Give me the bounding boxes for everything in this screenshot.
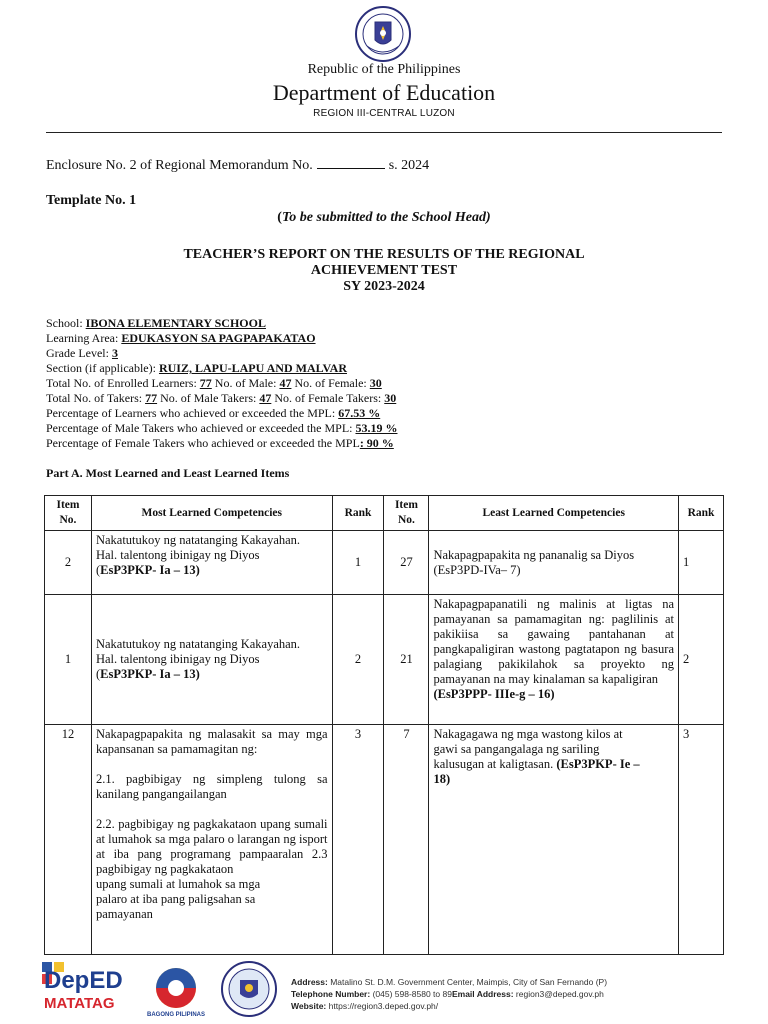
enrolled-value: 77 — [199, 376, 212, 390]
enrolled-row — [46, 376, 397, 391]
table-row — [45, 595, 724, 725]
bagong-pilipinas-text: BAGONG PILIPINAS — [146, 1012, 206, 1018]
learning-area-label: Learning Area: — [46, 331, 119, 345]
most-learned-cell — [91, 595, 332, 725]
department-title: Department of Education — [272, 80, 496, 105]
rank-cell: 3 — [332, 725, 384, 955]
mpl-row — [46, 406, 397, 421]
rank-cell-2: 2 — [679, 595, 724, 725]
least-learned-cell — [429, 595, 679, 725]
female-takers-label: No. of Female Takers: — [274, 391, 382, 405]
competency-subitem: 2.2. pagbibigay ng pagkakataon upang sumali at lumahok sa mga palaro o larangan ng isport at iba pang programang pampaaralan 2.3 pagbibigay ng pagkakataon — [95, 817, 328, 876]
mpl-male-value: 53.19 % — [355, 421, 398, 435]
header-rank: Rank — [332, 496, 384, 531]
footer-phone-line — [291, 988, 607, 1000]
deped-seal-icon — [355, 6, 411, 62]
least-learned-cell: Nakapagpapakita ng pananalig sa Diyos (EsP3PD-IVa– 7) — [429, 531, 679, 595]
section-label: Section (if applicable): — [46, 361, 156, 375]
item-no-cell: 12 — [45, 725, 92, 955]
code-paren: ( — [95, 667, 101, 681]
header-item-no: Item No. — [45, 496, 92, 531]
competency-text-line: gawi sa pangangalaga ng sariling — [433, 742, 600, 756]
competency-text: Nakatutukoy ng natatanging Kakayahan. — [95, 637, 301, 651]
competency-example: Hal. talentong ibinigay ng Diyos — [95, 548, 260, 562]
matatag-logo-text: MATATAG — [44, 995, 115, 1012]
email-label: Email Address: — [451, 989, 514, 999]
mpl-male-row — [46, 421, 397, 436]
enclosure-label: Enclosure No. 2 of Regional Memorandum No. — [46, 158, 313, 173]
competency-text-line — [433, 757, 674, 772]
website-label: Website: — [291, 1001, 327, 1011]
competency-code-line — [96, 563, 328, 578]
footer-address-line — [291, 976, 607, 988]
mpl-female-value: : 90 % — [359, 436, 394, 450]
header-divider — [46, 132, 722, 133]
competency-code: (EsP3PPP- IIIe-g – 16) — [433, 687, 555, 701]
phone-label: Telephone Number: — [291, 989, 371, 999]
learning-area-value: EDUKASYON SA PAGPAPAKATAO — [121, 331, 316, 345]
mpl-value: 67.53 % — [338, 406, 381, 420]
footer-website-line — [291, 1000, 607, 1012]
enclosure-year: s. 2024 — [388, 158, 430, 173]
grade-value: 3 — [111, 346, 118, 360]
competency-code: EsP3PKP- Ia – 13) — [100, 667, 200, 681]
rank-cell: 2 — [332, 595, 384, 725]
template-number: Template No. 1 — [46, 193, 137, 208]
competency-text: Nakatutukoy ng natatanging Kakayahan. — [95, 533, 301, 547]
item-no-cell: 2 — [45, 531, 92, 595]
male-takers-label: No. of Male Takers: — [160, 391, 257, 405]
republic-line: Republic of the Philippines — [307, 62, 461, 77]
item-no-cell-2: 7 — [384, 725, 429, 955]
takers-value: 77 — [145, 391, 158, 405]
competency-code-end: 18) — [433, 772, 451, 786]
rank-cell-2: 3 — [679, 725, 724, 955]
learning-area-row — [46, 331, 397, 346]
table-row — [45, 531, 724, 595]
section-value: RUIZ, LAPU-LAPU AND MALVAR — [158, 361, 347, 375]
rank-cell-2: 1 — [679, 531, 724, 595]
website-link[interactable]: https://region3.deped.gov.ph/ — [328, 1001, 439, 1011]
mpl-female-row — [46, 436, 397, 451]
enclosure-line — [46, 156, 429, 174]
competency-subitem-line: upang sumali at lumahok sa mga — [95, 877, 261, 891]
report-title-line3: SY 2023-2024 — [343, 279, 425, 294]
school-row — [46, 316, 397, 331]
competency-subitem-line: palaro at iba pang paligsahan sa — [95, 892, 256, 906]
female-takers-value: 30 — [384, 391, 397, 405]
region-line: REGION III-CENTRAL LUZON — [313, 108, 455, 119]
table-header-row — [45, 496, 724, 531]
competency-code-line — [96, 667, 328, 682]
male-label: No. of Male: — [214, 376, 277, 390]
code-paren: ( — [95, 563, 101, 577]
address-label: Address: — [291, 977, 328, 987]
item-no-cell: 1 — [45, 595, 92, 725]
header-item-no-2: Item No. — [384, 496, 429, 531]
competency-code: (EsP3PKP- Ie – — [556, 757, 640, 771]
most-learned-cell — [91, 725, 332, 955]
email-value[interactable]: region3@deped.gov.ph — [515, 989, 604, 999]
phone-value: (045) 598-8580 to 89 — [372, 989, 452, 999]
deped-matatag-logo — [40, 960, 132, 1016]
mpl-male-label: Percentage of Male Takers who achieved or exceeded the MPL: — [46, 421, 353, 435]
submission-note-text: To be submitted to the School Head) — [281, 210, 491, 225]
item-no-cell-2: 21 — [384, 595, 429, 725]
least-learned-cell — [429, 725, 679, 955]
competency-text: Nakapagpapanatili ng malinis at ligtas na pamayanan sa pamamagitan ng: paglilinis at pakikiisa sa gawaing pantahanan at pangkapaligiran wastong pagtatapon ng basura palagiang pakikilahok sa proyekto ng pamayanan na may kinalaman sa kapaligiran — [433, 597, 674, 686]
submission-note: (To be submitted to the School Head) — [277, 210, 491, 225]
regional-office-seal — [218, 960, 280, 1018]
header-least-learned: Least Learned Competencies — [429, 496, 679, 531]
report-title — [0, 247, 768, 295]
mpl-label: Percentage of Learners who achieved or exceeded the MPL: — [46, 406, 336, 420]
item-no-cell-2: 27 — [384, 531, 429, 595]
bagong-pilipinas-logo — [144, 966, 208, 1018]
takers-row — [46, 391, 397, 406]
address-value: Matalino St. D.M. Government Center, Maimpis, City of San Fernando (P) — [330, 977, 608, 987]
section-row — [46, 361, 397, 376]
competency-subitem-line: pamayanan — [95, 907, 153, 921]
most-learned-cell — [91, 531, 332, 595]
competency-text-line: Nakagagawa ng mga wastong kilos at — [433, 727, 623, 741]
female-value: 30 — [369, 376, 382, 390]
female-label: No. of Female: — [294, 376, 367, 390]
competency-example: Hal. talentong ibinigay ng Diyos — [95, 652, 260, 666]
part-a-heading: Part A. Most Learned and Least Learned Items — [46, 466, 290, 480]
male-value: 47 — [279, 376, 292, 390]
report-title-line1: TEACHER’S REPORT ON THE RESULTS OF THE REGIONAL — [183, 247, 585, 262]
competencies-table — [44, 495, 724, 955]
table-row — [45, 725, 724, 955]
school-label: School: — [46, 316, 83, 330]
school-value: IBONA ELEMENTARY SCHOOL — [85, 316, 266, 330]
competency-text: Nakapagpapakita ng malasakit sa may mga kapansanan sa pamamagitan ng: — [95, 727, 328, 756]
header-most-learned: Most Learned Competencies — [91, 496, 332, 531]
enrolled-label: Total No. of Enrolled Learners: — [46, 376, 197, 390]
header-rank-2: Rank — [679, 496, 724, 531]
grade-label: Grade Level: — [46, 346, 109, 360]
competency-subitem: 2.1. pagbibigay ng simpleng tulong sa kanilang pangangailangan — [95, 772, 328, 801]
competency-text-end: kalusugan at kaligtasan. — [433, 757, 554, 771]
report-info — [46, 316, 397, 451]
deped-logo-text: DepED — [44, 967, 123, 994]
rank-cell: 1 — [332, 531, 384, 595]
footer-contact — [291, 976, 607, 1012]
mpl-female-label: Percentage of Female Takers who achieved or exceeded the MPL — [46, 436, 360, 450]
competency-code: EsP3PKP- Ia – 13) — [100, 563, 200, 577]
grade-row — [46, 346, 397, 361]
memo-number-blank — [317, 156, 385, 169]
report-title-line2: ACHIEVEMENT TEST — [310, 263, 458, 278]
takers-label: Total No. of Takers: — [46, 391, 143, 405]
male-takers-value: 47 — [259, 391, 272, 405]
